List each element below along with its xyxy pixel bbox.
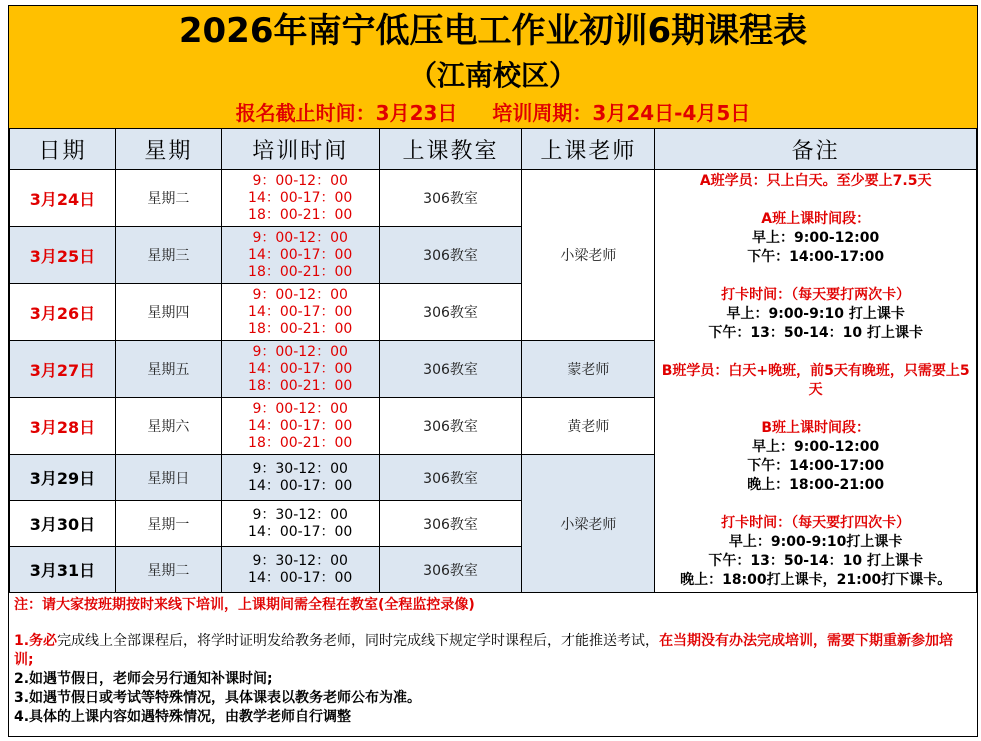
date-cell: 3月28日 xyxy=(10,398,116,455)
teacher-cell: 小梁老师 xyxy=(522,455,655,593)
schedule-sheet xyxy=(8,5,978,737)
weekday-cell: 星期三 xyxy=(115,227,221,284)
remarks-cell xyxy=(655,170,977,593)
weekday-cell: 星期日 xyxy=(115,455,221,501)
room-cell: 306教室 xyxy=(379,227,522,284)
remark-b-title: B班学员：白天+晚班，前5天有晚班，只需要上5天 xyxy=(661,363,970,398)
weekday-cell: 星期二 xyxy=(115,547,221,593)
room-cell: 306教室 xyxy=(379,455,522,501)
remark-a-title: A班学员：只上白天。至少要上7.5天 xyxy=(699,173,932,189)
date-cell: 3月26日 xyxy=(10,284,116,341)
remark-a-afternoon: 下午：14:00-17:00 xyxy=(747,249,885,265)
remark-a-checkin-title: 打卡时间：（每天要打两次卡） xyxy=(721,287,911,303)
room-cell: 306教室 xyxy=(379,547,522,593)
time-cell: 9：00-12：00 14：00-17：00 18：00-21：00 xyxy=(221,170,379,227)
note-main: 注：请大家按班期按时来线下培训，上课期间需全程在教室(全程监控录像) xyxy=(14,597,475,613)
col-header-time: 培训时间 xyxy=(221,129,379,170)
remark-a-checkin-2: 下午：13：50-14：10 打上课卡 xyxy=(708,325,923,341)
schedule-table xyxy=(9,128,977,593)
campus-subtitle: （江南校区） xyxy=(408,59,577,92)
time-cell: 9：00-12：00 14：00-17：00 18：00-21：00 xyxy=(221,341,379,398)
remark-a-morning: 早上：9:00-12:00 xyxy=(752,230,880,246)
date-cell: 3月29日 xyxy=(10,455,116,501)
deadline-text: 报名截止时间：3月23日 xyxy=(235,101,458,125)
training-period-text: 培训周期：3月24日-4月5日 xyxy=(492,101,751,125)
time-cell: 9：00-12：00 14：00-17：00 18：00-21：00 xyxy=(221,227,379,284)
date-cell: 3月24日 xyxy=(10,170,116,227)
title-banner xyxy=(9,6,977,128)
time-cell: 9：00-12：00 14：00-17：00 18：00-21：00 xyxy=(221,284,379,341)
enrollment-info xyxy=(9,100,977,126)
remark-b-evening: 晚上：18:00-21:00 xyxy=(747,477,885,493)
note-3: 3.如遇节假日或考试等特殊情况，具体课表以教务老师公布为准。 xyxy=(14,690,422,706)
date-cell: 3月30日 xyxy=(10,501,116,547)
weekday-cell: 星期六 xyxy=(115,398,221,455)
page-title: 2026年南宁低压电工作业初训6期课程表 xyxy=(178,11,808,51)
note-1: 1.务必完成线上全部课程后，将学时证明发给教务老师，同时完成线下规定学时课程后，才能推送考试，在当期没有办法完成培训，需要下期重新参加培训; xyxy=(14,633,954,668)
room-cell: 306教室 xyxy=(379,170,522,227)
time-cell: 9：00-12：00 14：00-17：00 18：00-21：00 xyxy=(221,398,379,455)
remark-b-time-title: B班上课时间段： xyxy=(761,420,870,436)
col-header-weekday: 星期 xyxy=(115,129,221,170)
time-cell: 9：30-12：00 14：00-17：00 xyxy=(221,547,379,593)
note-4: 4.具体的上课内容如遇特殊情况，由教学老师自行调整 xyxy=(14,709,352,725)
table-header-row xyxy=(10,129,977,170)
time-cell: 9：30-12：00 14：00-17：00 xyxy=(221,455,379,501)
remark-b-checkin-3: 晚上：18:00打上课卡，21:00打下课卡。 xyxy=(680,572,952,588)
date-cell: 3月25日 xyxy=(10,227,116,284)
room-cell: 306教室 xyxy=(379,341,522,398)
col-header-room: 上课教室 xyxy=(379,129,522,170)
weekday-cell: 星期四 xyxy=(115,284,221,341)
room-cell: 306教室 xyxy=(379,284,522,341)
remark-b-checkin-1: 早上：9:00-9:10打上课卡 xyxy=(728,534,903,550)
note-2: 2.如遇节假日，老师会另行通知补课时间; xyxy=(14,671,273,687)
date-cell: 3月31日 xyxy=(10,547,116,593)
table-row xyxy=(10,170,977,227)
remark-b-checkin-2: 下午：13：50-14：10 打上课卡 xyxy=(708,553,923,569)
weekday-cell: 星期一 xyxy=(115,501,221,547)
remark-a-time-title: A班上课时间段： xyxy=(761,211,871,227)
date-cell: 3月27日 xyxy=(10,341,116,398)
teacher-cell: 黄老师 xyxy=(522,398,655,455)
col-header-remarks: 备注 xyxy=(655,129,977,170)
teacher-cell: 小梁老师 xyxy=(522,170,655,341)
col-header-teacher: 上课老师 xyxy=(522,129,655,170)
teacher-cell: 蒙老师 xyxy=(522,341,655,398)
remark-a-checkin-1: 早上：9:00-9:10 打上课卡 xyxy=(726,306,905,322)
notes-section xyxy=(9,594,977,729)
room-cell: 306教室 xyxy=(379,398,522,455)
room-cell: 306教室 xyxy=(379,501,522,547)
remark-b-morning: 早上：9:00-12:00 xyxy=(752,439,880,455)
time-cell: 9：30-12：00 14：00-17：00 xyxy=(221,501,379,547)
col-header-date: 日期 xyxy=(10,129,116,170)
remark-b-checkin-title: 打卡时间：（每天要打四次卡） xyxy=(721,515,911,531)
weekday-cell: 星期五 xyxy=(115,341,221,398)
weekday-cell: 星期二 xyxy=(115,170,221,227)
remark-b-afternoon: 下午：14:00-17:00 xyxy=(747,458,885,474)
